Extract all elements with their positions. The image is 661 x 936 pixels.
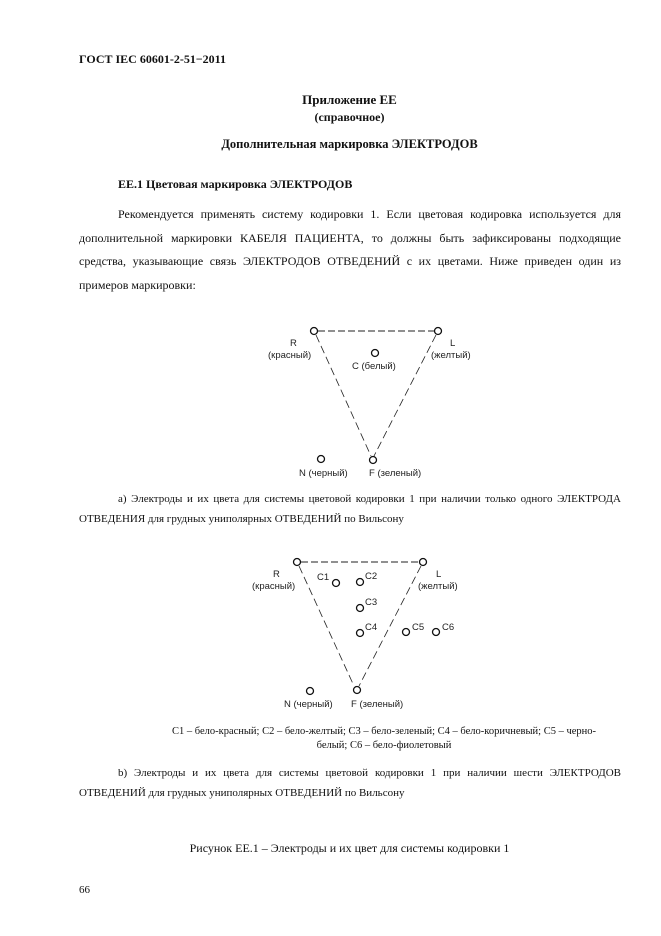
electrode-color-legend — [150, 725, 618, 753]
standard-header: ГОСТ IEC 60601-2-51−2011 — [79, 52, 226, 66]
diagram-a-caption: а) Электроды и их цвета для системы цветовой кодировки 1 при наличии только одного ЭЛЕКТРОДА ОТВЕДЕНИЯ для грудных униполярных ОТВЕДЕНИЙ по Вильсону — [79, 493, 621, 525]
figure-caption: Рисунок ЕЕ.1 – Электроды и их цвет для системы кодировки 1 — [189, 841, 510, 855]
label-c5: C5 — [412, 622, 425, 633]
label-l-color: (желтый) — [418, 581, 458, 592]
diagram-b-caption: b) Электроды и их цвета для системы цветовой кодировки 1 при наличии шести ЭЛЕКТРОДОВ ОТВЕДЕНИЙ для грудных униполярных ОТВЕДЕНИЙ по Вильсону — [79, 767, 621, 799]
annex-heading: Дополнительная маркировка ЭЛЕКТРОДОВ — [221, 137, 478, 151]
electrode-c6-circle — [433, 629, 440, 636]
annex-title: Приложение ЕЕ — [302, 92, 397, 107]
electrode-n-circle — [307, 688, 314, 695]
dashed-line-r-f — [299, 566, 354, 686]
electrode-c1-circle — [333, 580, 340, 587]
section-title: ЕЕ.1 Цветовая маркировка ЭЛЕКТРОДОВ — [118, 177, 353, 191]
label-l-color: (желтый) — [431, 350, 471, 361]
annex-subtitle: (справочное) — [314, 110, 385, 124]
electrode-f-circle — [354, 687, 361, 694]
label-n: N (черный) — [284, 699, 333, 710]
section-paragraph: Рекомендуется применять систему кодировки 1. Если цветовая кодировка используется для дополнительной маркировки КАБЕЛЯ ПАЦИЕНТА, то должны быть зафиксированы подходящие средства, указывающие связь ЭЛЕКТРОДОВ ОТВЕДЕНИЙ с их цветами. Ниже приведен один из примеров маркировки: — [79, 207, 621, 292]
label-c6: C6 — [442, 622, 455, 633]
electrode-c3-circle — [357, 605, 364, 612]
label-c2: C2 — [365, 571, 378, 582]
label-r: R — [290, 338, 297, 349]
label-r: R — [273, 569, 280, 580]
label-r-color: (красный) — [268, 350, 312, 361]
label-c3: C3 — [365, 597, 378, 608]
label-r-color: (красный) — [252, 581, 296, 592]
label-c: C (белый) — [352, 361, 396, 372]
label-f: F (зеленый) — [351, 699, 404, 710]
electrode-c2-circle — [357, 579, 364, 586]
label-c1: C1 — [317, 572, 330, 583]
electrode-l-circle — [420, 559, 427, 566]
label-f: F (зеленый) — [369, 468, 422, 479]
legend-line: C1 – бело-красный; C2 – бело-желтый; C3 – бело-зеленый; C4 – бело-коричневый; C5 – черно- — [171, 726, 597, 737]
label-l: L — [436, 569, 442, 580]
page-number: 66 — [79, 884, 90, 896]
electrode-c4-circle — [357, 630, 364, 637]
label-l: L — [450, 338, 456, 349]
electrode-r-circle — [294, 559, 301, 566]
label-n: N (черный) — [299, 468, 348, 479]
label-c4: C4 — [365, 622, 378, 633]
legend-line: белый; C6 – бело-фиолетовый — [316, 740, 452, 751]
electrode-c5-circle — [403, 629, 410, 636]
